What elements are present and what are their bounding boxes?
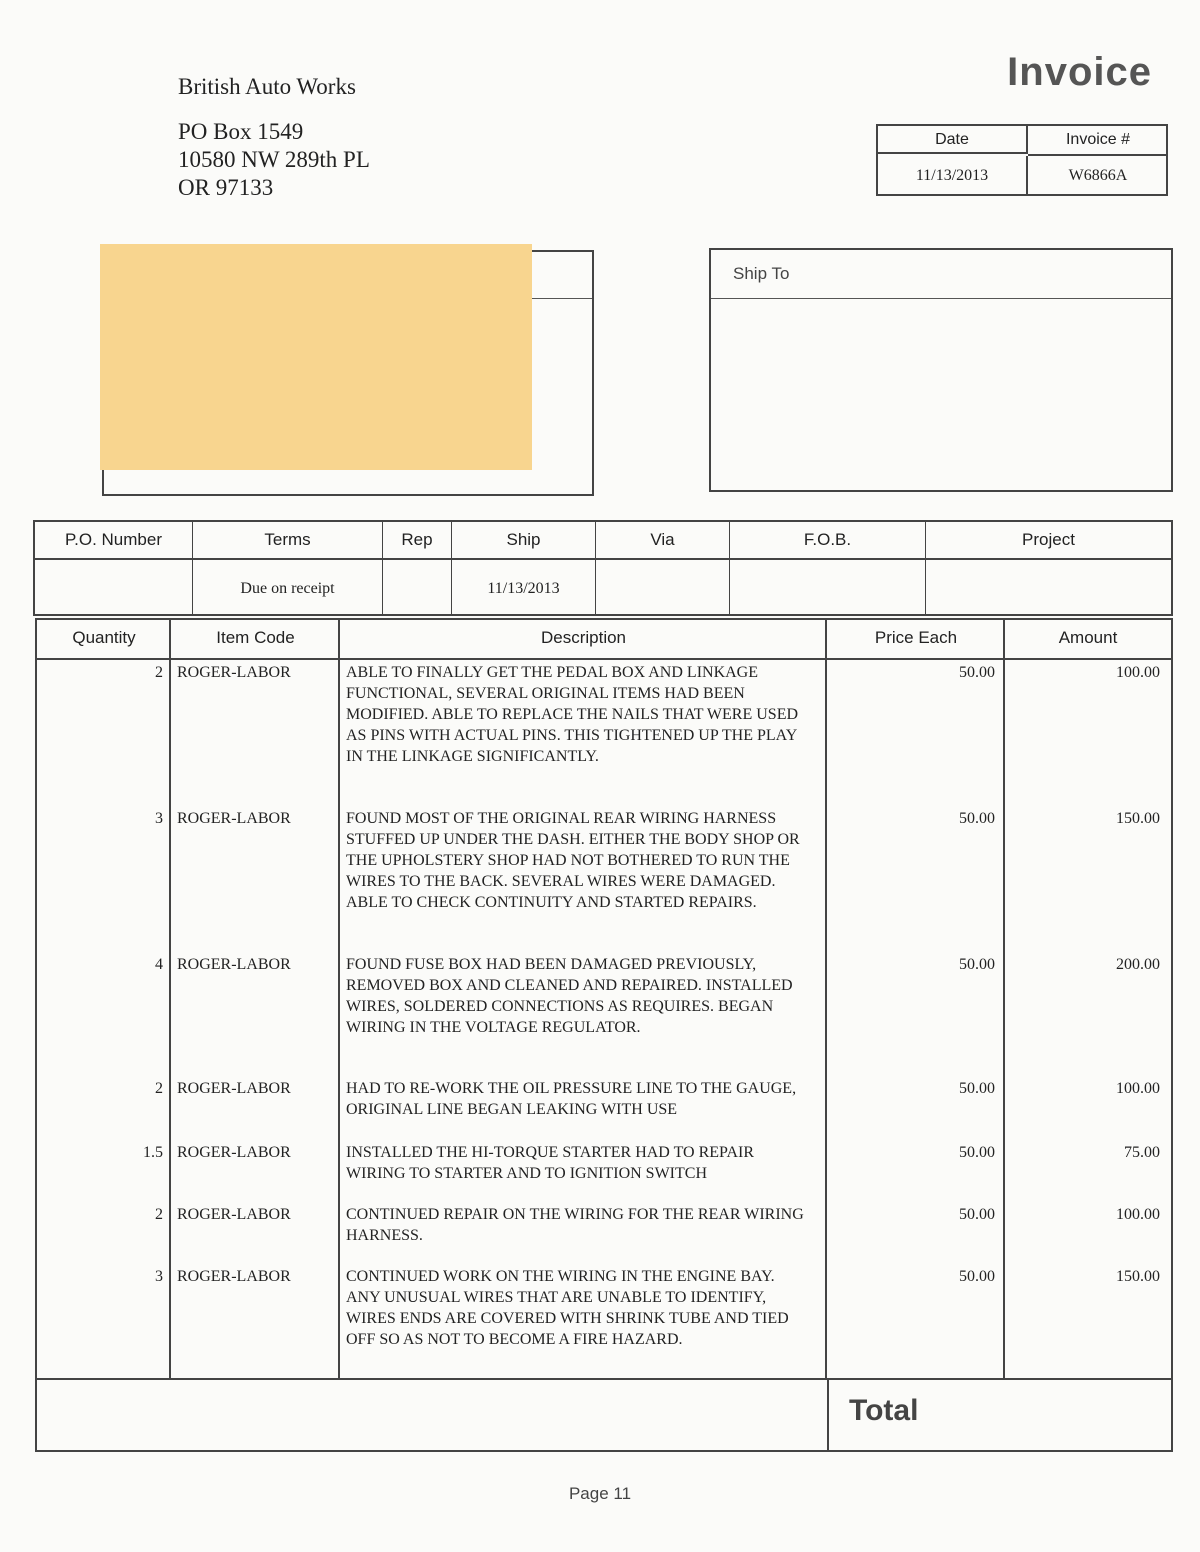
item-code-cell: ROGER-LABOR xyxy=(177,1206,291,1223)
terms-col-ship xyxy=(452,522,596,614)
po-number-header: P.O. Number xyxy=(64,530,162,549)
amount-cell: 100.00 xyxy=(1116,1206,1160,1223)
description-cell: FOUND FUSE BOX HAD BEEN DAMAGED PREVIOUSLY, REMOVED BOX AND CLEANED AND REPAIRED. INSTALLED WIRES, SOLDERED CONNECTIONS AS REQUIRES. BEGAN WIRING IN THE VOLTAGE REGULATOR. xyxy=(346,956,793,1036)
description-cell: ABLE TO FINALLY GET THE PEDAL BOX AND LINKAGE FUNCTIONAL, SEVERAL ORIGINAL ITEMS HAD BEEN MODIFIED. ABLE TO REPLACE THE NAILS THAT WERE USED AS PINS WITH ACTUAL PINS. THIS TIGHTENED UP THE PLAY IN THE LINKAGE SIGNIFICANTLY. xyxy=(346,664,799,765)
item-code-header: Item Code xyxy=(216,628,295,647)
quantity-cell: 2 xyxy=(155,1206,163,1223)
ship-to-header xyxy=(711,250,1171,299)
description-header: Description xyxy=(540,628,627,647)
item-code-cell: ROGER-LABOR xyxy=(177,810,291,827)
rep-header: Rep xyxy=(401,530,433,549)
quantity-cell: 3 xyxy=(155,810,163,827)
price-each-header: Price Each xyxy=(874,628,958,647)
quantity-cell: 2 xyxy=(155,1080,163,1097)
terms-col-rep xyxy=(383,522,452,614)
total-row xyxy=(37,1378,1171,1450)
amount-cell: 200.00 xyxy=(1116,956,1160,973)
ship-value: 11/13/2013 xyxy=(487,580,560,597)
description-cell: CONTINUED REPAIR ON THE WIRING FOR THE REAR WIRING HARNESS. xyxy=(346,1206,804,1244)
item-code-cell: ROGER-LABOR xyxy=(177,1080,291,1097)
amount-cell: 150.00 xyxy=(1116,1268,1160,1285)
terms-value: Due on receipt xyxy=(240,580,335,597)
terms-header: Terms xyxy=(264,530,311,549)
price-cell: 50.00 xyxy=(959,956,995,973)
price-cell: 50.00 xyxy=(959,664,995,681)
invoice-date: 11/13/2013 xyxy=(878,156,1028,196)
terms-col-via xyxy=(596,522,730,614)
address-line: OR 97133 xyxy=(178,175,274,200)
price-column xyxy=(827,620,1005,1378)
amount-cell: 100.00 xyxy=(1116,664,1160,681)
terms-table xyxy=(33,520,1173,616)
terms-col-terms xyxy=(193,522,383,614)
company-name: British Auto Works xyxy=(178,74,356,99)
quantity-column xyxy=(37,620,171,1378)
description-cell: FOUND MOST OF THE ORIGINAL REAR WIRING HARNESS STUFFED UP UNDER THE DASH. EITHER THE BODY SHOP OR THE UPHOLSTERY SHOP HAD NOT BOTHERED TO RUN THE WIRES TO THE BACK. SEVERAL WIRES WERE DAMAGED. ABLE TO CHECK CONTINUITY AND STARTED REPAIRS. xyxy=(346,810,800,911)
price-cell: 50.00 xyxy=(959,1206,995,1223)
date-header: Date xyxy=(878,126,1028,154)
invoice-meta-box xyxy=(876,124,1168,196)
item-code-column xyxy=(171,620,340,1378)
item-code-cell: ROGER-LABOR xyxy=(177,1144,291,1161)
item-code-cell: ROGER-LABOR xyxy=(177,956,291,973)
price-cell: 50.00 xyxy=(959,1144,995,1161)
address-line: 10580 NW 289th PL xyxy=(178,147,370,172)
description-cell: HAD TO RE-WORK THE OIL PRESSURE LINE TO THE GAUGE, ORIGINAL LINE BEGAN LEAKING WITH USE xyxy=(346,1080,797,1118)
terms-col-project xyxy=(926,522,1171,614)
ship-header: Ship xyxy=(506,530,541,549)
item-code-cell: ROGER-LABOR xyxy=(177,1268,291,1285)
line-items-table xyxy=(35,618,1173,1452)
invoice-number: W6866A xyxy=(1068,167,1128,184)
terms-col-po xyxy=(35,522,193,614)
amount-cell: 75.00 xyxy=(1124,1144,1160,1161)
description-cell: INSTALLED THE HI-TORQUE STARTER HAD TO REPAIR WIRING TO STARTER AND TO IGNITION SWITCH xyxy=(346,1144,755,1182)
price-cell: 50.00 xyxy=(959,1268,995,1285)
price-cell: 50.00 xyxy=(959,1080,995,1097)
price-cell: 50.00 xyxy=(959,810,995,827)
amount-cell: 100.00 xyxy=(1116,1080,1160,1097)
terms-col-fob xyxy=(730,522,926,614)
quantity-header: Quantity xyxy=(72,628,136,647)
project-header: Project xyxy=(1022,530,1075,549)
ship-to-box xyxy=(709,248,1173,492)
amount-header: Amount xyxy=(1058,628,1118,647)
page-number: Page 11 xyxy=(568,1484,632,1503)
amount-cell: 150.00 xyxy=(1116,810,1160,827)
quantity-cell: 2 xyxy=(155,664,163,681)
redaction-sticky-note xyxy=(100,244,532,470)
via-header: Via xyxy=(650,530,675,549)
quantity-cell: 3 xyxy=(155,1268,163,1285)
description-cell: CONTINUED WORK ON THE WIRING IN THE ENGINE BAY. ANY UNUSUAL WIRES THAT ARE UNABLE TO IDENTIFY, WIRES ENDS ARE COVERED WITH SHRINK TUBE AND TIED OFF SO AS NOT TO BECOME A FIRE HAZARD. xyxy=(346,1268,789,1348)
fob-header: F.O.B. xyxy=(803,530,852,549)
total-label: Total xyxy=(849,1394,919,1427)
invoice-number-header: Invoice # xyxy=(1028,126,1168,156)
item-code-cell: ROGER-LABOR xyxy=(177,664,291,681)
document-title: Invoice xyxy=(1007,50,1152,94)
address-line: PO Box 1549 xyxy=(178,119,304,144)
quantity-cell: 4 xyxy=(155,956,163,973)
company-address xyxy=(178,118,370,202)
ship-to-label: Ship To xyxy=(733,264,790,283)
total-divider xyxy=(827,1380,829,1450)
quantity-cell: 1.5 xyxy=(143,1144,163,1161)
